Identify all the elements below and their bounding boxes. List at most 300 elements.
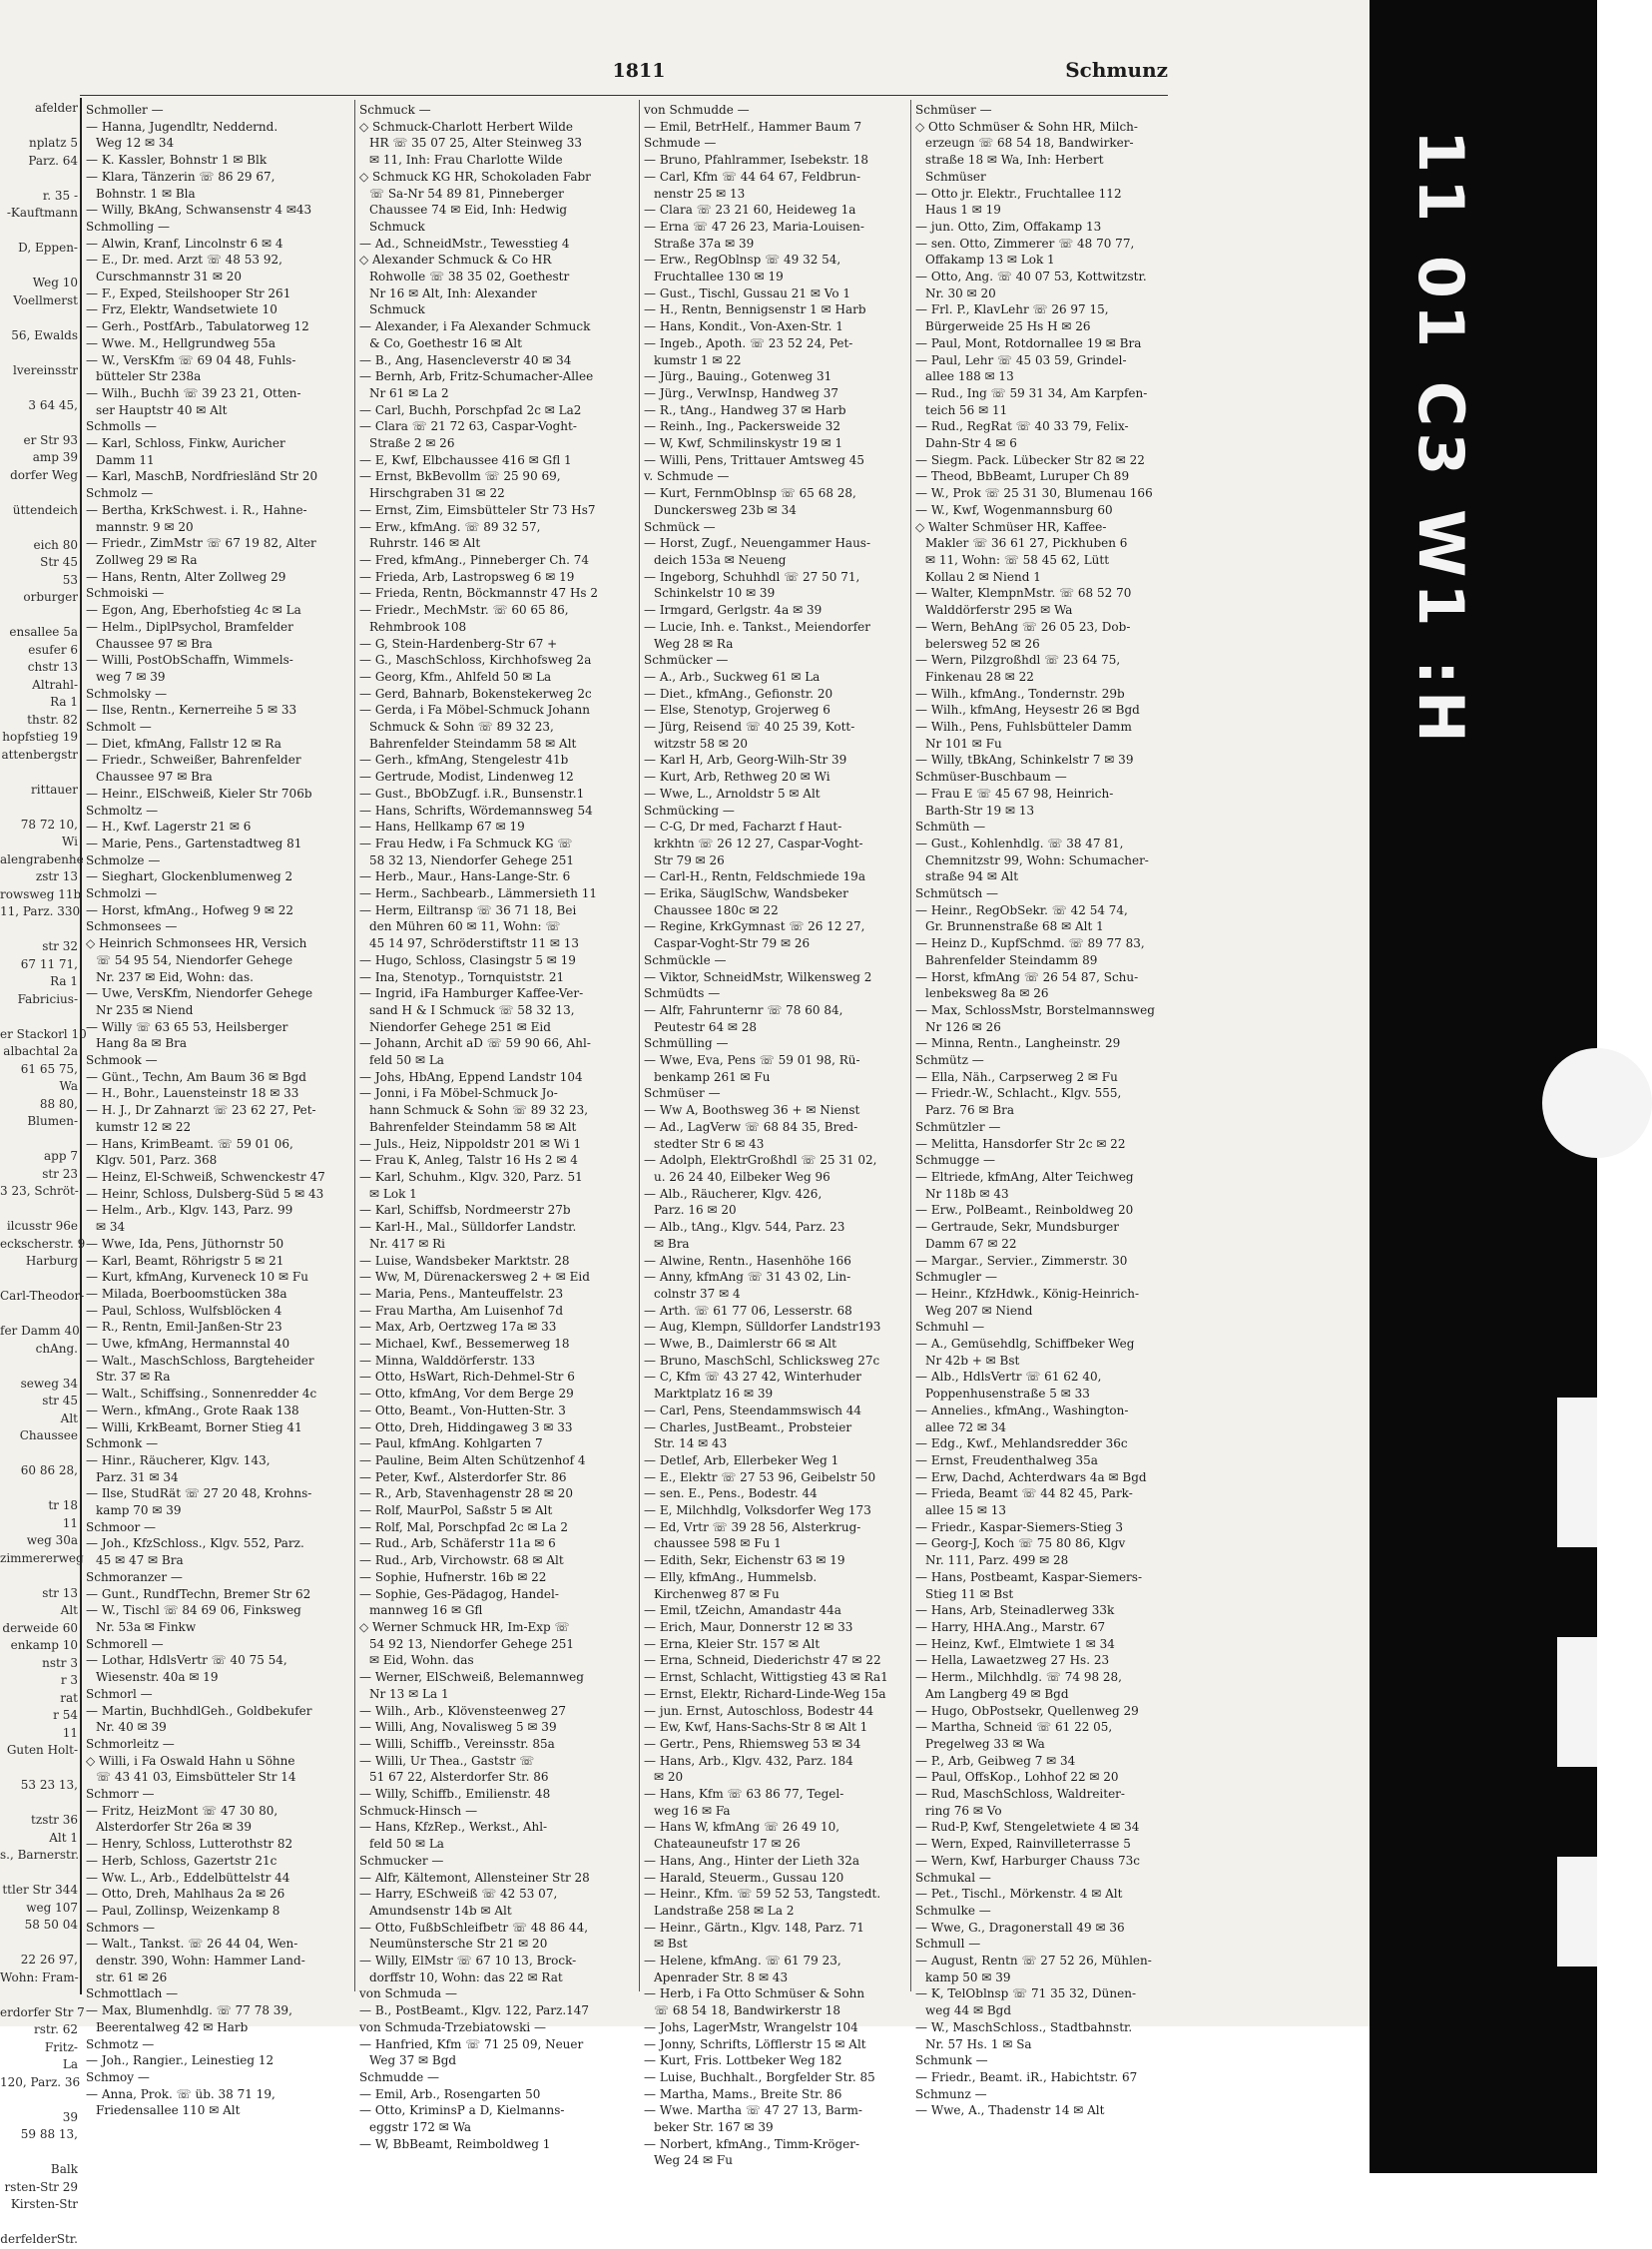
directory-line: — Rud, MaschSchloss, Waldreiter- <box>915 1787 1125 1802</box>
directory-line: — Karl, Schiffsb, Nordmeerstr 27b <box>359 1203 571 1218</box>
surname-heading: Schmunk — <box>915 2053 988 2068</box>
directory-line: Zollweg 29 ✉ Ra <box>96 552 198 567</box>
directory-line: — Maria, Pens., Manteuffelstr. 23 <box>359 1286 564 1301</box>
gutter-line: dorfer Weg <box>10 467 78 482</box>
surname-heading: Schmoy — <box>86 2069 150 2084</box>
directory-line: — Uwe, VersKfm, Niendorfer Gehege <box>86 986 313 1001</box>
directory-line: Friedensallee 110 ✉ Alt <box>96 2103 241 2118</box>
directory-line: u. 26 24 40, Eilbeker Weg 96 <box>654 1170 830 1184</box>
directory-line: — Luise, Buchhalt., Borgfelder Str. 85 <box>644 2069 875 2084</box>
surname-heading: von Schmudde — <box>644 103 750 117</box>
gutter-line <box>0 118 80 136</box>
directory-line: — Viktor, SchneidMstr, Wilkensweg 2 <box>644 969 872 984</box>
directory-line: — Frz, Elektr, Wandsetwiete 10 <box>86 302 277 317</box>
directory-line: Haus 1 ✉ 19 <box>925 203 1001 218</box>
directory-line: — K. Kassler, Bohnstr 1 ✉ Blk <box>86 153 268 168</box>
gutter-line <box>0 1201 80 1219</box>
directory-line: — Wilh., kfmAng., Tondernstr. 29b <box>915 686 1125 701</box>
directory-line: Kirchenweg 87 ✉ Fu <box>654 1586 780 1601</box>
directory-line: — Harry, HHA.Ang., Marstr. 67 <box>915 1619 1106 1634</box>
directory-line: denstr. 390, Wohn: Hammer Land- <box>96 1954 305 1968</box>
gutter-line: 60 86 28, <box>20 1463 78 1477</box>
gutter-line: 3 23, Schröt- <box>0 1184 79 1198</box>
directory-line: ◇ Otto Schmüser & Sohn HR, Milch- <box>915 119 1138 134</box>
gutter-line: 3 64 45, <box>28 397 78 412</box>
directory-line: — Ella, Näh., Carpserweg 2 ✉ Fu <box>915 1069 1118 1084</box>
directory-line: Parz. 76 ✉ Bra <box>925 1103 1015 1118</box>
directory-line: — Willi, Pens, Trittauer Amtsweg 45 <box>644 452 864 467</box>
directory-line: — Erna, Schneid, Diederichstr 47 ✉ 22 <box>644 1653 881 1668</box>
directory-line: — B., Ang, Hasencleverstr 40 ✉ 34 <box>359 352 572 367</box>
gutter-line: str 23 <box>42 1166 78 1181</box>
directory-line: — Otto, FußbSchleifbetr ☏ 48 86 44, <box>359 1920 589 1935</box>
surname-heading: Schmorleitz — <box>86 1736 175 1751</box>
directory-line: — Martin, BuchhdlGeh., Goldbekufer <box>86 1703 312 1718</box>
directory-line: hann Schmuck & Sohn ☏ 89 32 23, <box>369 1103 589 1118</box>
directory-line: — Herb, i Fa Otto Schmüser & Sohn <box>644 1986 865 2001</box>
directory-line: 51 67 22, Alsterdorfer Str. 86 <box>369 1770 549 1785</box>
surname-heading: Schmütsch — <box>915 886 999 901</box>
gutter-line: Blumen- <box>27 1114 78 1128</box>
directory-line: — Ww. L., Arb., Eddelbüttelstr 44 <box>86 1870 290 1885</box>
directory-line: — Carl, Pens, Steendammswisch 44 <box>644 1403 862 1417</box>
directory-line: — Clara ☏ 21 72 63, Caspar-Voght- <box>359 419 577 434</box>
gutter-line: amp 39 <box>32 450 78 464</box>
directory-line: — Gunt., RundfTechn, Bremer Str 62 <box>86 1586 311 1601</box>
directory-line: — Edg., Kwf., Mehlandsredder 36c <box>915 1436 1128 1451</box>
directory-line: — W., Tischl ☏ 84 69 06, Finksweg <box>86 1603 301 1618</box>
surname-heading: Schmotz — <box>86 2036 155 2051</box>
directory-line: — Bernh, Arb, Fritz-Schumacher-Allee <box>359 369 594 384</box>
gutter-line <box>0 1445 80 1463</box>
surname-heading: Schmuhl — <box>915 1320 985 1335</box>
directory-line: — Max, Blumenhdlg. ☏ 77 78 39, <box>86 2003 292 2018</box>
directory-line: — Herm., Milchhdlg. ☏ 74 98 28, <box>915 1670 1122 1685</box>
gutter-divider <box>80 98 82 1994</box>
directory-line: — Rolf, MaurPol, Saßstr 5 ✉ Alt <box>359 1503 553 1518</box>
directory-line: — Erna ☏ 47 26 23, Maria-Louisen- <box>644 219 864 234</box>
directory-line: — Wilh., kfmAng, Heysestr 26 ✉ Bgd <box>915 703 1140 718</box>
directory-line: — Fritz, HeizMont ☏ 47 30 80, <box>86 1803 278 1818</box>
gutter-line <box>0 1358 80 1376</box>
surname-heading: Schmorell — <box>86 1636 164 1651</box>
surname-heading: Schmoltz — <box>86 803 159 818</box>
directory-line: belersweg 52 ✉ 26 <box>925 636 1040 651</box>
surname-heading: Schmüser-Buschbaum — <box>915 770 1067 785</box>
directory-line: — Friedr., Schweißer, Bahrenfelder <box>86 753 301 768</box>
surname-heading: Schmücking — <box>644 803 735 818</box>
directory-line: — W., VersKfm ☏ 69 04 48, Fuhls- <box>86 352 296 367</box>
surname-heading: Schmunz — <box>915 2086 987 2101</box>
directory-line: ◇ Willi, i Fa Oswald Hahn u Söhne <box>86 1753 295 1768</box>
gutter-line: La <box>62 2057 78 2071</box>
directory-line: Finkenau 28 ✉ 22 <box>925 669 1034 684</box>
directory-line: ☏ 43 41 03, Eimsbütteler Str 14 <box>96 1770 296 1785</box>
directory-line: stedter Str 6 ✉ 43 <box>654 1136 765 1151</box>
gutter-line: Ra 1 <box>50 695 78 709</box>
gutter-line <box>0 1271 80 1289</box>
directory-line: — Herm., Sachbearb., Lämmersieth 11 <box>359 886 598 901</box>
directory-line: Bahrenfelder Steindamm 58 ✉ Alt <box>369 1119 577 1134</box>
directory-line: — Friedr., ZimMstr ☏ 67 19 82, Alter <box>86 536 316 551</box>
directory-line: — Karl H, Arb, Georg-Wilh-Str 39 <box>644 753 847 768</box>
directory-line: — Alfr, Fahrunternr ☏ 78 60 84, <box>644 1002 843 1017</box>
directory-line: — W., MaschSchloss., Stadtbahnstr. <box>915 2019 1133 2034</box>
directory-line: — Lucie, Inh. e. Tankst., Meiendorfer <box>644 619 870 634</box>
directory-line: — Gerda, i Fa Möbel-Schmuck Johann <box>359 703 590 718</box>
edge-stamp <box>1404 130 1477 280</box>
directory-line: — Paul, OffsKop., Lohhof 22 ✉ 20 <box>915 1770 1119 1785</box>
directory-line: kumstr 1 ✉ 22 <box>654 352 742 367</box>
directory-line: — Ernst, Freudenthalweg 35a <box>915 1452 1098 1467</box>
directory-line: — Kurt, Arb, Rethweg 20 ✉ Wi <box>644 770 830 785</box>
surname-heading: Schmude — <box>644 136 717 151</box>
directory-line: — Willy, Schiffb., Emilienstr. 48 <box>359 1787 551 1802</box>
directory-line: — Friedr., Kaspar-Siemers-Stieg 3 <box>915 1519 1123 1534</box>
directory-line: Str 79 ✉ 26 <box>654 852 725 867</box>
directory-line: ◇ Schmuck-Charlott Herbert Wilde <box>359 119 574 134</box>
directory-line: — Ew, Kwf, Hans-Sachs-Str 8 ✉ Alt 1 <box>644 1720 868 1735</box>
page-number: 1811 <box>612 60 666 82</box>
gutter-line: tzstr 36 <box>31 1813 78 1827</box>
directory-line: — Heinr, Schloss, Dulsberg-Süd 5 ✉ 43 <box>86 1186 324 1201</box>
gutter-line: str 13 <box>42 1585 78 1600</box>
directory-line: — August, Rentn ☏ 27 52 26, Mühlen- <box>915 1954 1152 1968</box>
gutter-line: 11, Parz. 330 <box>0 904 81 918</box>
directory-line: ✉ 34 <box>96 1220 126 1235</box>
directory-line: feld 50 ✉ La <box>369 1837 444 1852</box>
directory-line: allee 72 ✉ 34 <box>925 1419 1007 1434</box>
directory-line: Ruhrstr. 146 ✉ Alt <box>369 536 481 551</box>
directory-line: — Marie, Pens., Gartenstadtweg 81 <box>86 836 302 850</box>
directory-line: — R., tAng., Handweg 37 ✉ Harb <box>644 402 846 417</box>
directory-line: — E, Kwf, Elbchaussee 416 ✉ Gfl 1 <box>359 452 572 467</box>
directory-line: — Alb., HdlsVertr ☏ 61 62 40, <box>915 1370 1102 1385</box>
directory-line: ☏ Sa-Nr 54 89 81, Pinneberger <box>369 186 564 201</box>
directory-line: Alsterdorfer Str 26a ✉ 39 <box>96 1820 253 1835</box>
directory-line: — Max, Arb, Oertzweg 17a ✉ 33 <box>359 1320 557 1335</box>
gutter-line: thstr. 82 <box>27 712 78 727</box>
directory-line: — Ina, Stenotyp., Tornquiststr. 21 <box>359 969 565 984</box>
gutter-line: rsten-Str 29 <box>4 2179 78 2194</box>
directory-line: Nr. 53a ✉ Finkw <box>96 1619 197 1634</box>
directory-line: — Hans, KrimBeamt. ☏ 59 01 06, <box>86 1136 293 1151</box>
directory-line: Damm 67 ✉ 22 <box>925 1236 1017 1251</box>
directory-line: allee 188 ✉ 13 <box>925 369 1014 384</box>
directory-line: — Paul, Mont, Rotdornallee 19 ✉ Bra <box>915 335 1142 350</box>
surname-heading: Schmonsees — <box>86 919 178 934</box>
directory-line: — Anna, Prok. ☏ üb. 38 71 19, <box>86 2086 275 2101</box>
directory-line: — Günt., Techn, Am Baum 36 ✉ Bgd <box>86 1069 306 1084</box>
directory-line: 54 92 13, Niendorfer Gehege 251 <box>369 1636 574 1651</box>
surname-heading: Schmulke — <box>915 1903 991 1918</box>
edge-tab-mark <box>1557 1398 1597 1547</box>
directory-line: Nr. 417 ✉ Ri <box>369 1236 446 1251</box>
directory-line: Nr 126 ✉ 26 <box>925 1019 1001 1034</box>
directory-line: — Georg-J, Koch ☏ 75 80 86, Klgv <box>915 1536 1126 1551</box>
directory-line: Curschmannstr 31 ✉ 20 <box>96 270 242 284</box>
directory-line: — Hugo, Schloss, Clasingstr 5 ✉ 19 <box>359 952 576 967</box>
directory-line: — Willi, Ur Thea., Gaststr ☏ <box>359 1753 535 1768</box>
gutter-line: afelder <box>34 101 78 115</box>
directory-column-1 <box>86 102 351 2118</box>
directory-line: — Herb, Schloss, Gazertstr 21c <box>86 1853 277 1868</box>
directory-line: kamp 50 ✉ 39 <box>925 1969 1011 1984</box>
gutter-line <box>0 2214 80 2232</box>
gutter-line <box>0 764 80 782</box>
directory-line: Klgv. 501, Parz. 368 <box>96 1153 218 1168</box>
directory-line: — Rud., Arb, Schäferstr 11a ✉ 6 <box>359 1536 556 1551</box>
directory-line: ✉ 11, Inh: Frau Charlotte Wilde <box>369 153 563 168</box>
directory-line: Walddörferstr 295 ✉ Wa <box>925 603 1073 618</box>
gutter-line: ensallee 5a <box>9 625 78 639</box>
directory-line: Pregelweg 33 ✉ Wa <box>925 1736 1045 1751</box>
directory-line: ◇ Werner Schmuck HR, Im-Exp ☏ <box>359 1619 570 1634</box>
directory-line: Weg 207 ✉ Niend <box>925 1303 1033 1318</box>
gutter-line: Harburg <box>25 1254 78 1268</box>
directory-line: — Minna, Rentn., Langheinstr. 29 <box>915 1036 1121 1051</box>
directory-line: — Frau Hedw, i Fa Schmuck KG ☏ <box>359 836 573 850</box>
gutter-line: str 45 <box>42 1394 78 1407</box>
directory-line: — Lothar, HdlsVertr ☏ 40 75 54, <box>86 1653 287 1668</box>
directory-line: Chemnitzstr 99, Wohn: Schumacher- <box>925 852 1149 867</box>
directory-line: — Otto jr. Elektr., Fruchtallee 112 <box>915 186 1122 201</box>
gutter-line: nstr 3 <box>42 1655 78 1670</box>
gutter-line: weg 30a <box>26 1533 78 1547</box>
directory-line: — Heinz D., KupfSchmd. ☏ 89 77 83, <box>915 936 1145 951</box>
directory-line: — Ingrid, iFa Hamburger Kaffee-Ver- <box>359 986 584 1001</box>
directory-line: Nr 42b + ✉ Bst <box>925 1353 1020 1368</box>
directory-line: — Georg, Kfm., Ahlfeld 50 ✉ La <box>359 669 552 684</box>
surname-heading: Schmugler — <box>915 1270 997 1285</box>
surname-heading: Schmoranzer — <box>86 1569 183 1584</box>
directory-line: — Erika, SäuglSchw, Wandsbeker <box>644 886 848 901</box>
directory-column-3 <box>644 102 907 2168</box>
directory-line: Chaussee 180c ✉ 22 <box>654 902 779 917</box>
directory-line: — H. J., Dr Zahnarzt ☏ 23 62 27, Pet- <box>86 1103 316 1118</box>
directory-line: — Martha, Schneid ☏ 61 22 05, <box>915 1720 1113 1735</box>
surname-heading: Schmücker — <box>644 653 729 668</box>
directory-line: Caspar-Voght-Str 79 ✉ 26 <box>654 936 811 951</box>
gutter-line: s., Barnerstr. <box>0 1848 80 1862</box>
directory-line: — Erw., PolBeamt., Reinboldweg 20 <box>915 1203 1134 1218</box>
directory-line: Bohnstr. 1 ✉ Bla <box>96 186 196 201</box>
gutter-line: rittauer <box>31 782 78 797</box>
directory-line: — Helene, kfmAng. ☏ 61 79 23, <box>644 1954 841 1968</box>
directory-line: — E, Milchhdlg, Volksdorfer Weg 173 <box>644 1503 871 1518</box>
gutter-line <box>0 799 80 817</box>
gutter-line: Voellmerst <box>13 292 78 307</box>
directory-line: — Wilh., Arb., Klövensteenweg 27 <box>359 1703 566 1718</box>
gutter-line: rstr. 62 <box>33 2022 78 2036</box>
directory-line: — Frau K, Anleg, Talstr 16 Hs 2 ✉ 4 <box>359 1153 578 1168</box>
directory-line: — Wwe. Martha ☏ 47 27 13, Barm- <box>644 2103 862 2118</box>
gutter-line: Alt <box>60 1410 78 1425</box>
directory-line: — Kurt, FernmOblnsp ☏ 65 68 28, <box>644 486 856 501</box>
gutter-line: -Kauftmann <box>6 206 78 220</box>
directory-line: — Rud., RegRat ☏ 40 33 79, Felix- <box>915 419 1129 434</box>
directory-line: Straße 2 ✉ 26 <box>369 436 455 451</box>
directory-line: — Paul, Zollinsp, Weizenkamp 8 <box>86 1903 280 1918</box>
gutter-line <box>0 223 80 241</box>
directory-line: — Wwe, A., Thadenstr 14 ✉ Alt <box>915 2103 1105 2118</box>
directory-line: — Frieda, Arb, Lastropsweg 6 ✉ 19 <box>359 569 575 584</box>
directory-line: — R., Arb, Stavenhagenstr 28 ✉ 20 <box>359 1486 573 1501</box>
directory-line: — Carl, Buchh, Porschpfad 2c ✉ La2 <box>359 402 582 417</box>
gutter-line: Ra 1 <box>50 974 78 988</box>
directory-line: Peutestr 64 ✉ 28 <box>654 1019 758 1034</box>
directory-line: Str. 37 ✉ Ra <box>96 1370 171 1385</box>
directory-line: — Johs, LagerMstr, Wrangelstr 104 <box>644 2019 858 2034</box>
gutter-line: Carl-Theodor- <box>0 1289 85 1303</box>
surname-heading: Schmolzi — <box>86 886 158 901</box>
gutter-line: zstr 13 <box>35 869 78 883</box>
directory-line: — Diet, kfmAng, Fallstr 12 ✉ Ra <box>86 736 281 751</box>
directory-line: Nr 118b ✉ 43 <box>925 1186 1009 1201</box>
gutter-line: 39 <box>62 2109 78 2124</box>
directory-line: mannstr. 9 ✉ 20 <box>96 519 194 534</box>
surname-heading: Schmoor — <box>86 1519 157 1534</box>
directory-line: — Ernst, Schlacht, Wittigstieg 43 ✉ Ra1 <box>644 1670 888 1685</box>
directory-line: — sen. E., Pens., Bodestr. 44 <box>644 1486 818 1501</box>
directory-line: — Helm., DiplPsychol, Bramfelder <box>86 619 293 634</box>
gutter-line <box>0 607 80 625</box>
surname-heading: von Schmuda-Trzebiatowski — <box>359 2019 547 2034</box>
directory-line: Chaussee 74 ✉ Eid, Inh: Hedwig <box>369 203 568 218</box>
directory-line: — Emil, BetrHelf., Hammer Baum 7 <box>644 119 862 134</box>
directory-line: Neumünstersche Str 21 ✉ 20 <box>369 1937 548 1952</box>
gutter-line: D, Eppen- <box>18 241 78 255</box>
directory-line: Nr 61 ✉ La 2 <box>369 385 449 400</box>
directory-line: — Horst, kfmAng ☏ 26 54 87, Schu- <box>915 969 1139 984</box>
gutter-line: esufer 6 <box>28 642 78 657</box>
gutter-line: 88 80, <box>39 1096 78 1111</box>
directory-line: — Max, SchlossMstr, Borstelmannsweg <box>915 1002 1155 1017</box>
directory-line: — sen. Otto, Zimmerer ☏ 48 70 77, <box>915 236 1135 251</box>
column-divider <box>639 100 640 1991</box>
surname-heading: Schmolze — <box>86 852 161 867</box>
directory-line: — Ilse, StudRät ☏ 27 20 48, Krohns- <box>86 1486 312 1501</box>
directory-line: Parz. 16 ✉ 20 <box>654 1203 737 1218</box>
directory-line: — Adolph, ElektrGroßhdl ☏ 25 31 02, <box>644 1153 877 1168</box>
directory-line: Makler ☏ 36 61 27, Pickhuben 6 <box>925 536 1128 551</box>
directory-line: — Willi, Ang, Novalisweg 5 ✉ 39 <box>359 1720 557 1735</box>
directory-line: 45 14 97, Schröderstiftstr 11 ✉ 13 <box>369 936 580 951</box>
directory-line: Hang 8a ✉ Bra <box>96 1036 188 1051</box>
directory-line: Nr. 30 ✉ 20 <box>925 285 996 300</box>
directory-line: — Ed, Vrtr ☏ 39 28 56, Alsterkrug- <box>644 1519 861 1534</box>
directory-line: — Ad., LagVerw ☏ 68 84 35, Bred- <box>644 1119 858 1134</box>
surname-heading: Schmolt — <box>86 720 152 735</box>
directory-line: — Frau Martha, Am Luisenhof 7d <box>359 1303 563 1318</box>
directory-line: beker Str. 167 ✉ 39 <box>654 2120 774 2135</box>
directory-line: — Hans, Rentn, Alter Zollweg 29 <box>86 569 286 584</box>
directory-line: — Milada, Boerboomstücken 38a <box>86 1286 287 1301</box>
directory-line: — Wern, Exped, Rainvilleterrasse 5 <box>915 1837 1131 1852</box>
gutter-line <box>0 1131 80 1149</box>
directory-line: — Kurt, kfmAng, Kurveneck 10 ✉ Fu <box>86 1270 308 1285</box>
surname-heading: Schmüser — <box>915 103 992 117</box>
directory-line: — jun. Otto, Zim, Offakamp 13 <box>915 219 1102 234</box>
surname-heading: Schmülling — <box>644 1036 729 1051</box>
directory-line: — Alexander, i Fa Alexander Schmuck <box>359 319 591 334</box>
surname-heading: Schmukal — <box>915 1870 991 1885</box>
gutter-line: alengrabenhe <box>0 851 84 866</box>
directory-line: — Wwe, L., Arnoldstr 5 ✉ Alt <box>644 786 821 801</box>
gutter-line <box>0 1760 80 1778</box>
directory-line: — Emil, tZeichn, Amandastr 44a <box>644 1603 841 1618</box>
directory-line: — Pauline, Beim Alten Schützenhof 4 <box>359 1452 586 1467</box>
header-rule <box>80 95 1168 96</box>
directory-line: erzeugn ☏ 68 54 18, Bandwirker- <box>925 136 1134 151</box>
directory-line: — A., Arb., Suckweg 61 ✉ La <box>644 669 821 684</box>
directory-line: — Paul, kfmAng. Kohlgarten 7 <box>359 1436 543 1451</box>
directory-line: — Hans, Arb., Klgv. 432, Parz. 184 <box>644 1753 853 1768</box>
directory-line: — Otto, Dreh, Hiddingaweg 3 ✉ 33 <box>359 1419 573 1434</box>
gutter-line: seweg 34 <box>20 1376 78 1391</box>
directory-line: Offakamp 13 ✉ Lok 1 <box>925 253 1055 268</box>
column-divider <box>354 100 355 1991</box>
gutter-line: Balk <box>50 2162 78 2176</box>
directory-line: — Heinr., ElSchweiß, Kieler Str 706b <box>86 786 312 801</box>
gutter-line: chAng. <box>35 1341 78 1356</box>
directory-line: — Frieda, Rentn, Böckmannstr 47 Hs 2 <box>359 586 599 601</box>
gutter-line: 67 11 71, <box>20 956 78 971</box>
gutter-line <box>0 1008 80 1026</box>
gutter-line: enkamp 10 <box>10 1638 78 1652</box>
surname-heading: Schmüser — <box>644 1086 721 1101</box>
directory-line: — Sophie, Hufnerstr. 16b ✉ 22 <box>359 1569 547 1584</box>
gutter-line: lvereinsstr <box>13 362 78 377</box>
gutter-line: eich 80 <box>33 537 78 552</box>
directory-line: Schmuck & Sohn ☏ 89 32 23, <box>369 720 554 735</box>
directory-line: — Ernst, BkBevollm ☏ 25 90 69, <box>359 469 561 484</box>
directory-line: weg 16 ✉ Fa <box>654 1803 731 1818</box>
directory-line: Dahn-Str 4 ✉ 6 <box>925 436 1017 451</box>
directory-line: — Michael, Kwf., Bessemerweg 18 <box>359 1337 570 1352</box>
directory-line: — Harry, ESchweiß ☏ 42 53 07, <box>359 1887 558 1902</box>
directory-line: — Ww, M, Dürenackersweg 2 + ✉ Eid <box>359 1270 590 1285</box>
gutter-line: rat <box>60 1690 78 1705</box>
directory-line: — Alb., tAng., Klgv. 544, Parz. 23 <box>644 1220 845 1235</box>
surname-heading: Schmoller — <box>86 103 164 117</box>
directory-line: — Karl, Beamt, Röhrigstr 5 ✉ 21 <box>86 1253 284 1268</box>
gutter-line <box>0 484 80 502</box>
directory-line: — Bertha, KrkSchwest. i. R., Hahne- <box>86 502 307 517</box>
directory-line: — Joh., Rangier., Leinestieg 12 <box>86 2053 275 2068</box>
directory-line: Straße 37a ✉ 39 <box>654 236 755 251</box>
gutter-line: r. 35 - <box>42 188 78 203</box>
directory-line: — C, Kfm ☏ 43 27 42, Winterhuder <box>644 1370 862 1385</box>
directory-line: — Ernst, Zim, Eimsbütteler Str 73 Hs7 <box>359 502 596 517</box>
directory-line: — Wwe, Ida, Pens, Jüthornstr 50 <box>86 1236 284 1251</box>
surname-heading: Schmorl — <box>86 1686 153 1701</box>
directory-line: Bahrenfelder Steindamm 89 <box>925 952 1098 967</box>
directory-line: — Herb., Maur., Hans-Lange-Str. 6 <box>359 869 571 884</box>
directory-line: — Jonny, Schrifts, Löfflerstr 15 ✉ Alt <box>644 2036 866 2051</box>
gutter-line <box>0 1795 80 1813</box>
previous-page-edge <box>0 100 87 2246</box>
directory-line: — Jürg, Reisend ☏ 40 25 39, Kott- <box>644 720 855 735</box>
directory-line: — Sieghart, Glockenblumenweg 2 <box>86 869 293 884</box>
directory-line: Nr. 57 Hs. 1 ✉ Sa <box>925 2036 1032 2051</box>
directory-line: Chaussee 97 ✉ Bra <box>96 636 213 651</box>
directory-line: — Willi, PostObSchaffn, Wimmels- <box>86 653 293 668</box>
directory-line: — Bruno, MaschSchl, Schlicksweg 27c <box>644 1353 880 1368</box>
gutter-line <box>0 170 80 188</box>
gutter-line: Alt <box>60 1603 78 1617</box>
surname-heading: Schmucker — <box>359 1853 444 1868</box>
